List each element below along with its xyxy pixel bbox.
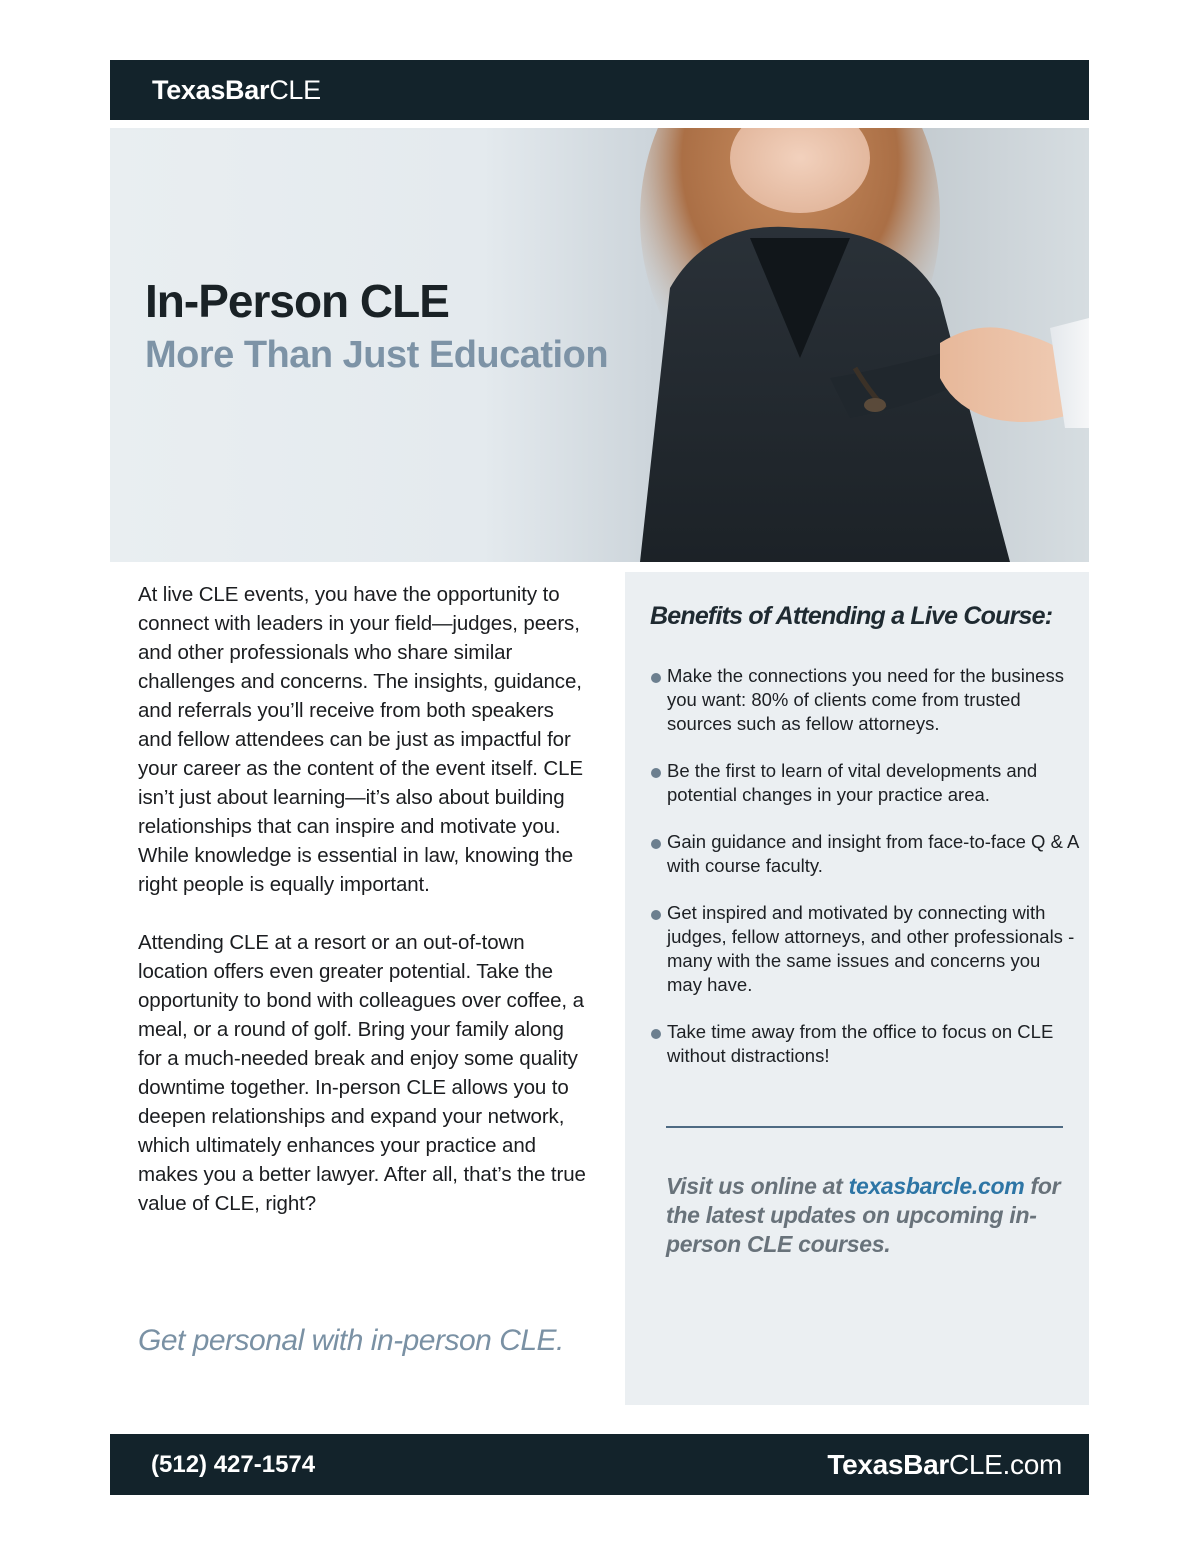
intro-paragraph-2: Attending CLE at a resort or an out-of-town location offers even greater potential. Take the opportunity to bond with colleagues over coffee, a meal, or a round of golf. Bring your family along for a much-needed break and enjoy some quality downtime together. In-person CLE allows you to deepen relationships and expand your network, which ultimately enhances your practice and makes you a better lawyer. After all, that’s the true value of CLE, right? xyxy=(138,931,586,1215)
visit-prefix: Visit us online at xyxy=(666,1173,849,1199)
benefits-title: Benefits of Attending a Live Course: xyxy=(650,602,1053,630)
footer-website-link[interactable] xyxy=(827,1449,1062,1481)
divider xyxy=(666,1126,1063,1128)
header-bar xyxy=(110,60,1089,120)
tagline: Get personal with in-person CLE. xyxy=(138,1324,564,1357)
benefit-text: Make the connections you need for the business you want: 80% of clients come from trusted sources such as fellow attorneys. xyxy=(667,665,1064,734)
list-item xyxy=(650,830,1080,878)
intro-text xyxy=(138,580,588,1218)
benefit-text: Be the first to learn of vital developments and potential changes in your practice area. xyxy=(667,760,1038,805)
bullet-icon xyxy=(651,768,661,778)
bullet-icon xyxy=(651,910,661,920)
benefit-text: Get inspired and motivated by connecting with judges, fellow attorneys, and other professionals - many with the same issues and concerns you may have. xyxy=(667,902,1075,995)
list-item xyxy=(650,901,1080,997)
website-link[interactable]: texasbarcle.com xyxy=(848,1173,1025,1199)
benefit-text: Gain guidance and insight from face-to-face Q & A with course faculty. xyxy=(667,831,1079,876)
benefits-list xyxy=(650,664,1080,1068)
bullet-icon xyxy=(651,673,661,683)
benefit-text: Take time away from the office to focus on CLE without distractions! xyxy=(667,1021,1054,1066)
page-title: In-Person CLE xyxy=(145,275,449,327)
footer-site-regular: CLE.com xyxy=(948,1448,1062,1480)
list-item xyxy=(650,759,1080,807)
brand-logo[interactable] xyxy=(152,75,321,106)
brand-logo-bold: TexasBar xyxy=(152,74,270,105)
bullet-icon xyxy=(651,839,661,849)
list-item xyxy=(650,664,1080,736)
benefits-panel xyxy=(625,572,1089,1405)
intro-paragraph-1: At live CLE events, you have the opportunity to connect with leaders in your field—judges, peers, and other professionals who share similar challenges and concerns. The insights, guidance, and referrals you’ll receive from both speakers and fellow attendees can be just as impactful for your career as the content of the event itself. CLE isn’t just about learning—it’s also about building relationships that can inspire and motivate you. While knowledge is essential in law, knowing the right people is equally important. xyxy=(138,583,584,896)
footer-bar xyxy=(110,1434,1089,1495)
visit-callout xyxy=(666,1172,1066,1259)
brand-logo-regular: CLE xyxy=(269,74,321,105)
phone-number[interactable]: (512) 427-1574 xyxy=(151,1450,316,1478)
list-item xyxy=(650,1020,1080,1068)
page-subtitle: More Than Just Education xyxy=(145,334,609,376)
hero-banner xyxy=(110,128,1089,562)
footer-site-bold: TexasBar xyxy=(827,1448,949,1480)
bullet-icon xyxy=(651,1029,661,1039)
visit-suffix: for the latest updates on upcoming in-person CLE courses. xyxy=(666,1173,1061,1257)
